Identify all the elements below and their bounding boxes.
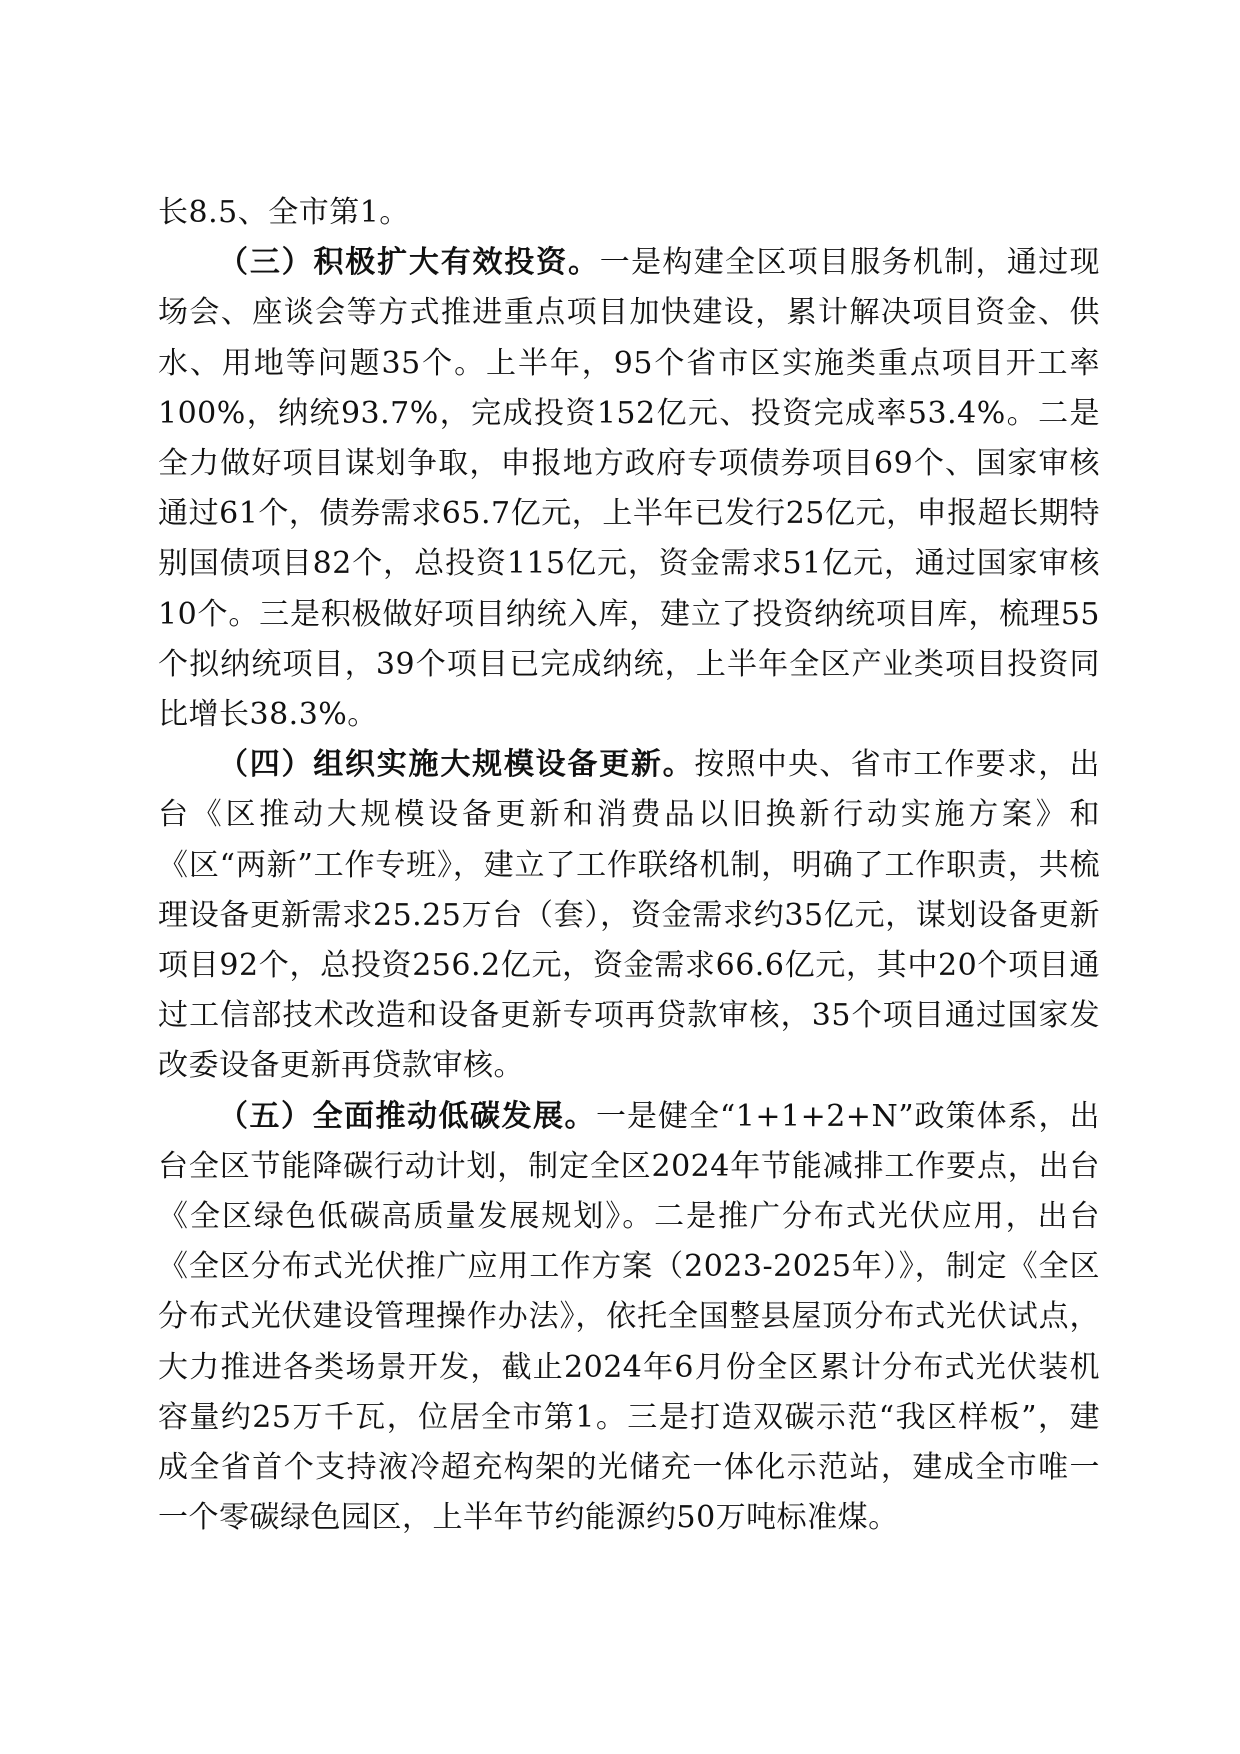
section-heading-investment: （三）积极扩大有效投资。 [218, 245, 600, 281]
section-investment [158, 238, 1100, 740]
section-low-carbon [158, 1092, 1100, 1544]
section-text-investment: 一是构建全区项目服务机制，通过现场会、座谈会等方式推进重点项目加快建设，累计解决项目资金、供水、用地等问题35个。上半年，95个省市区实施类重点项目开工率100%，纳统93.7%，完成投资152亿元、投资完成率53.4%。二是全力做好项目谋划争取，申报地方政府专项债券项目69个、国家审核通过61个，债券需求65.7亿元，上半年已发行25亿元，申报超长期特别国债项目82个，总投资115亿元，资金需求51亿元，通过国家审核10个。三是积极做好项目纳统入库，建立了投资纳统项目库，梳理55个拟纳统项目，39个项目已完成纳统，上半年全区产业类项目投资同比增长38.3%。 [158, 245, 1101, 733]
continuation-paragraph: 长8.5、全市第1。 [158, 195, 410, 230]
section-heading-low-carbon: （五）全面推动低碳发展。 [218, 1098, 596, 1134]
section-text-equipment-renewal: 按照中央、省市工作要求，出台《区推动大规模设备更新和消费品以旧换新行动实施方案》和《区“两新”工作专班》，建立了工作联络机制，明确了工作职责，共梳理设备更新需求25.25万台（套），资金需求约35亿元，谋划设备更新项目92个，总投资256.2亿元，资金需求66.6亿元，其中20个项目通过工信部技术改造和设备更新专项再贷款审核，35个项目通过国家发改委设备更新再贷款审核。 [158, 747, 1101, 1084]
section-heading-equipment-renewal: （四）组织实施大规模设备更新。 [218, 747, 695, 783]
section-text-low-carbon: 一是健全“1+1+2+N”政策体系，出台全区节能降碳行动计划，制定全区2024年节能减排工作要点，出台《全区绿色低碳高质量发展规划》。二是推广分布式光伏应用，出台《全区分布式光伏推广应用工作方案（2023-2025年）》，制定《全区分布式光伏建设管理操作办法》，依托全国整县屋顶分布式光伏试点，大力推进各类场景开发，截止2024年6月份全区累计分布式光伏装机容量约25万千瓦，位居全市第1。三是打造双碳示范“我区样板”，建成全省首个支持液冷超充构架的光储充一体化示范站，建成全市唯一一个零碳绿色园区，上半年节约能源约50万吨标准煤。 [158, 1098, 1100, 1536]
document-body [158, 188, 1100, 1543]
section-equipment-renewal [158, 740, 1100, 1091]
